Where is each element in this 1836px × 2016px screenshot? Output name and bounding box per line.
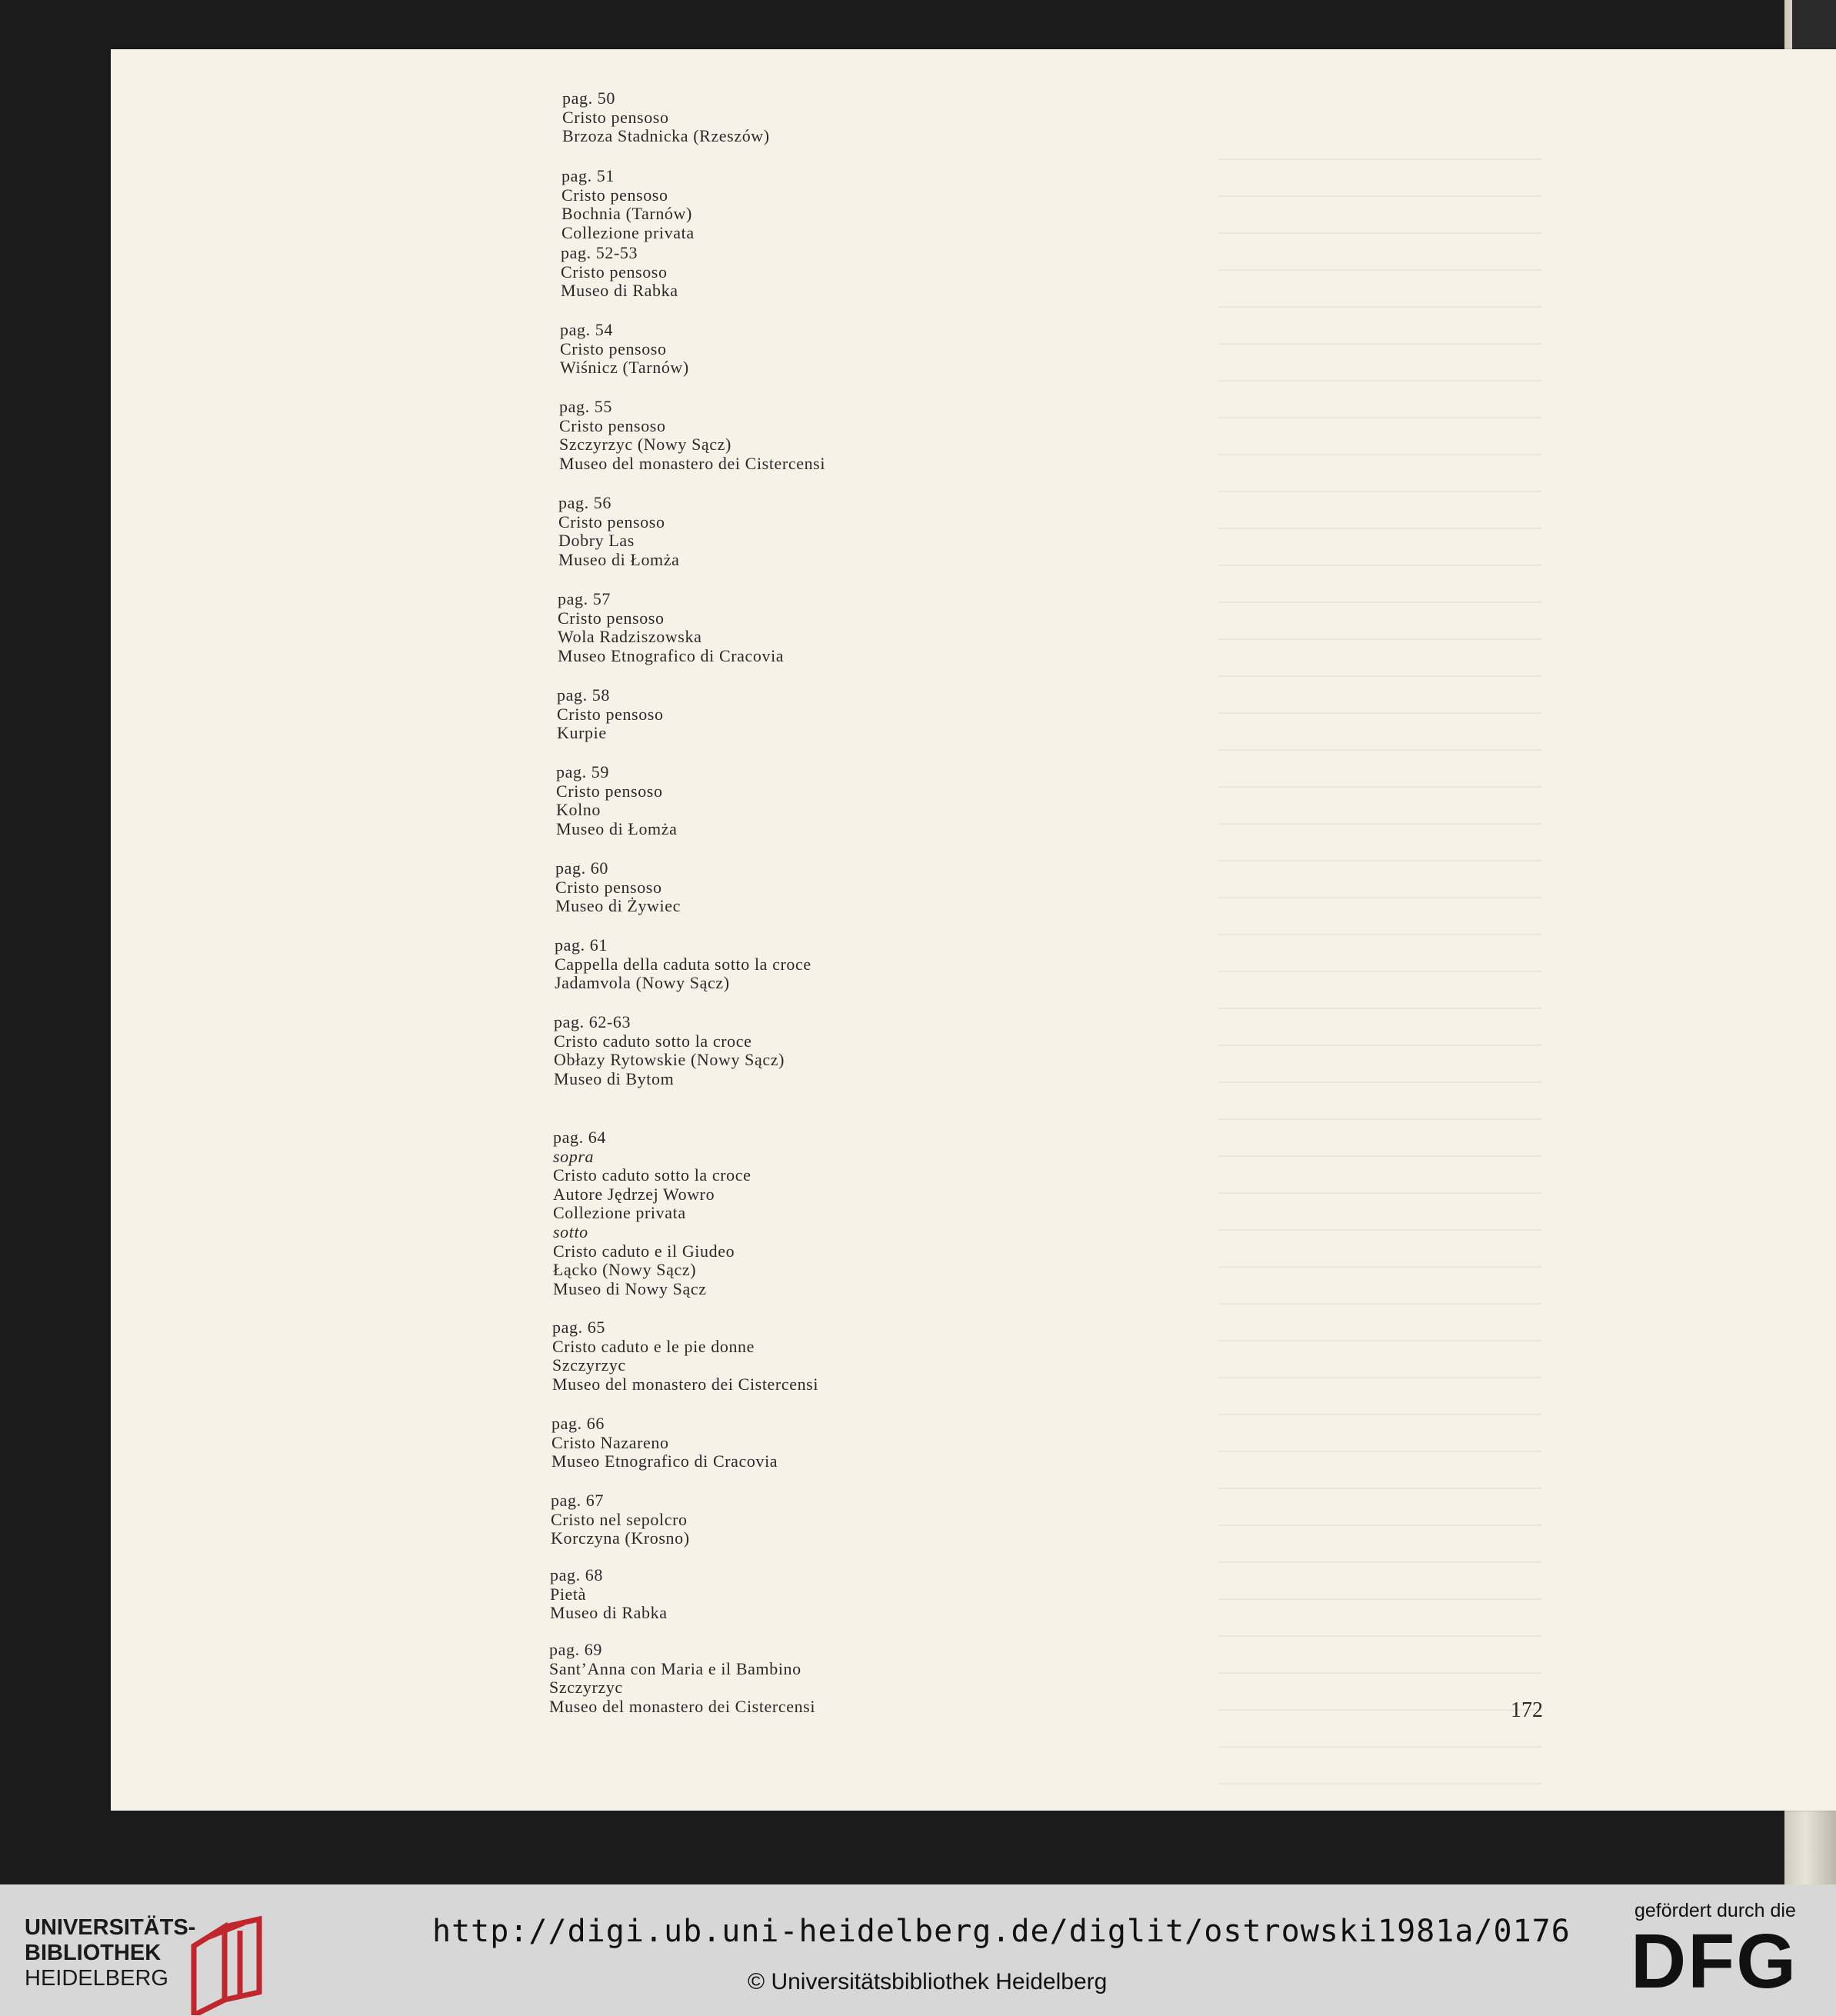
university-name <box>25 1915 195 1991</box>
caption-line: Museo di Rabka <box>561 281 678 301</box>
caption-entry <box>561 167 695 242</box>
caption-entry <box>549 1641 815 1716</box>
dfg-logo[interactable] <box>1631 1900 1815 2008</box>
caption-line: Cristo caduto e il Giudeo <box>553 1241 735 1261</box>
page-reference: pag. 69 <box>549 1640 602 1659</box>
caption-line: Jadamvola (Nowy Sącz) <box>555 973 730 993</box>
page-reference: pag. 60 <box>555 858 608 878</box>
permalink-url[interactable]: http://digi.ub.uni-heidelberg.de/diglit/ostrowski1981a/0176 <box>432 1914 1571 1949</box>
caption-entry <box>555 859 681 916</box>
caption-line: Museo di Nowy Sącz <box>553 1278 707 1298</box>
caption-line: Museo di Łomża <box>556 818 678 838</box>
caption-line: Autore Jędrzej Wowro <box>553 1184 715 1204</box>
page-reference: pag. 57 <box>558 589 611 608</box>
caption-line: Cristo pensoso <box>555 877 662 897</box>
position-label: sopra <box>553 1146 595 1166</box>
caption-line: Łącko (Nowy Sącz) <box>553 1260 697 1280</box>
page-number: 172 <box>1511 1698 1543 1722</box>
caption-line: Pietà <box>550 1584 586 1604</box>
university-name-line2: BIBLIOTHEK <box>25 1941 162 1965</box>
caption-line: Wola Radziszowska <box>558 627 702 647</box>
caption-line: Cappella della caduta sotto la croce <box>555 954 811 974</box>
page-reference: pag. 68 <box>550 1565 603 1584</box>
caption-entry <box>559 398 825 473</box>
caption-line: Cristo pensoso <box>558 608 665 628</box>
caption-line: Collezione privata <box>553 1203 686 1223</box>
caption-line: Cristo pensoso <box>556 781 663 801</box>
caption-entry <box>554 1013 785 1088</box>
page-reference: pag. 64 <box>553 1128 606 1147</box>
caption-line: Cristo Nazareno <box>551 1432 669 1452</box>
caption-line: Cristo pensoso <box>561 262 668 282</box>
caption-line: Museo di Rabka <box>550 1603 668 1623</box>
page-reference: pag. 59 <box>556 762 609 781</box>
book-page <box>111 49 1836 1811</box>
caption-line: Museo di Bytom <box>554 1068 675 1088</box>
position-label: sotto <box>553 1221 588 1241</box>
caption-line: Cristo pensoso <box>559 415 666 435</box>
caption-line: Szczyrzyc (Nowy Sącz) <box>559 435 731 455</box>
book-stack-icon <box>186 1915 278 2015</box>
university-name-line3: HEIDELBERG <box>25 1966 168 1991</box>
caption-entry <box>562 89 770 146</box>
caption-entry <box>557 686 664 743</box>
caption-line: Korczyna (Krosno) <box>551 1528 690 1548</box>
page-reference: pag. 51 <box>561 166 615 185</box>
caption-entry <box>561 244 678 301</box>
caption-line: Cristo pensoso <box>558 511 665 531</box>
university-name-line1: UNIVERSITÄTS- <box>25 1915 196 1940</box>
caption-line: Museo di Żywiec <box>555 896 681 916</box>
caption-line: Collezione privata <box>561 222 695 242</box>
caption-line: Brzoza Stadnicka (Rzeszów) <box>562 126 770 146</box>
funding-caption: gefördert durch die <box>1634 1900 1796 1921</box>
caption-line: Sant’Anna con Maria e il Bambino <box>549 1658 801 1678</box>
page-reference: pag. 50 <box>562 88 615 108</box>
caption-line: Cristo pensoso <box>561 185 668 205</box>
caption-line: Museo del monastero dei Cistercensi <box>559 453 826 473</box>
page-reference: pag. 58 <box>557 685 610 705</box>
caption-line: Museo del monastero dei Cistercensi <box>549 1696 816 1716</box>
caption-line: Obłazy Rytowskie (Nowy Sącz) <box>554 1050 785 1070</box>
caption-line: Museo del monastero dei Cistercensi <box>552 1374 819 1394</box>
page-reference: pag. 62-63 <box>554 1012 631 1031</box>
caption-line: Cristo nel sepolcro <box>551 1509 688 1529</box>
page-reference: pag. 67 <box>551 1491 604 1510</box>
caption-entry <box>553 1128 751 1298</box>
caption-line: Szczyrzyc <box>552 1355 626 1375</box>
caption-entry <box>556 763 677 838</box>
caption-entry <box>558 494 679 569</box>
page-reference: pag. 65 <box>552 1318 605 1337</box>
show-through-text <box>1218 142 1541 1795</box>
caption-entry <box>552 1318 818 1394</box>
caption-entry <box>550 1566 668 1623</box>
page-reference: pag. 52-53 <box>561 243 638 262</box>
caption-line: Wiśnicz (Tarnów) <box>560 358 689 378</box>
caption-line: Bochnia (Tarnów) <box>561 204 692 224</box>
caption-entry <box>555 936 811 993</box>
caption-entry <box>560 321 689 378</box>
footer-bar <box>0 1884 1836 2016</box>
page-reference: pag. 55 <box>559 397 612 416</box>
page-reference: pag. 66 <box>551 1414 605 1433</box>
university-logo[interactable] <box>25 1915 271 2000</box>
caption-entry <box>551 1415 778 1471</box>
caption-line: Museo Etnografico di Cracovia <box>551 1451 778 1471</box>
copyright-notice: © Universitätsbibliothek Heidelberg <box>748 1969 1108 1994</box>
caption-entry <box>558 590 784 665</box>
caption-line: Cristo caduto sotto la croce <box>554 1031 752 1051</box>
caption-list <box>111 49 1188 1811</box>
caption-line: Cristo pensoso <box>562 107 669 127</box>
caption-line: Szczyrzyc <box>549 1678 623 1698</box>
caption-line: Cristo pensoso <box>560 338 667 358</box>
caption-entry <box>551 1491 690 1548</box>
page-reference: pag. 54 <box>560 320 613 339</box>
page-reference: pag. 56 <box>558 493 611 512</box>
caption-line: Cristo pensoso <box>557 704 664 724</box>
page-reference: pag. 61 <box>555 935 608 955</box>
caption-line: Museo Etnografico di Cracovia <box>558 645 785 665</box>
caption-line: Dobry Las <box>558 531 635 551</box>
caption-line: Cristo caduto e le pie donne <box>552 1336 755 1356</box>
caption-line: Kolno <box>556 800 601 820</box>
caption-line: Museo di Łomża <box>558 549 680 569</box>
dfg-wordmark: DFG <box>1631 1918 1798 2004</box>
caption-line: Cristo caduto sotto la croce <box>553 1165 751 1185</box>
caption-line: Kurpie <box>557 723 607 743</box>
